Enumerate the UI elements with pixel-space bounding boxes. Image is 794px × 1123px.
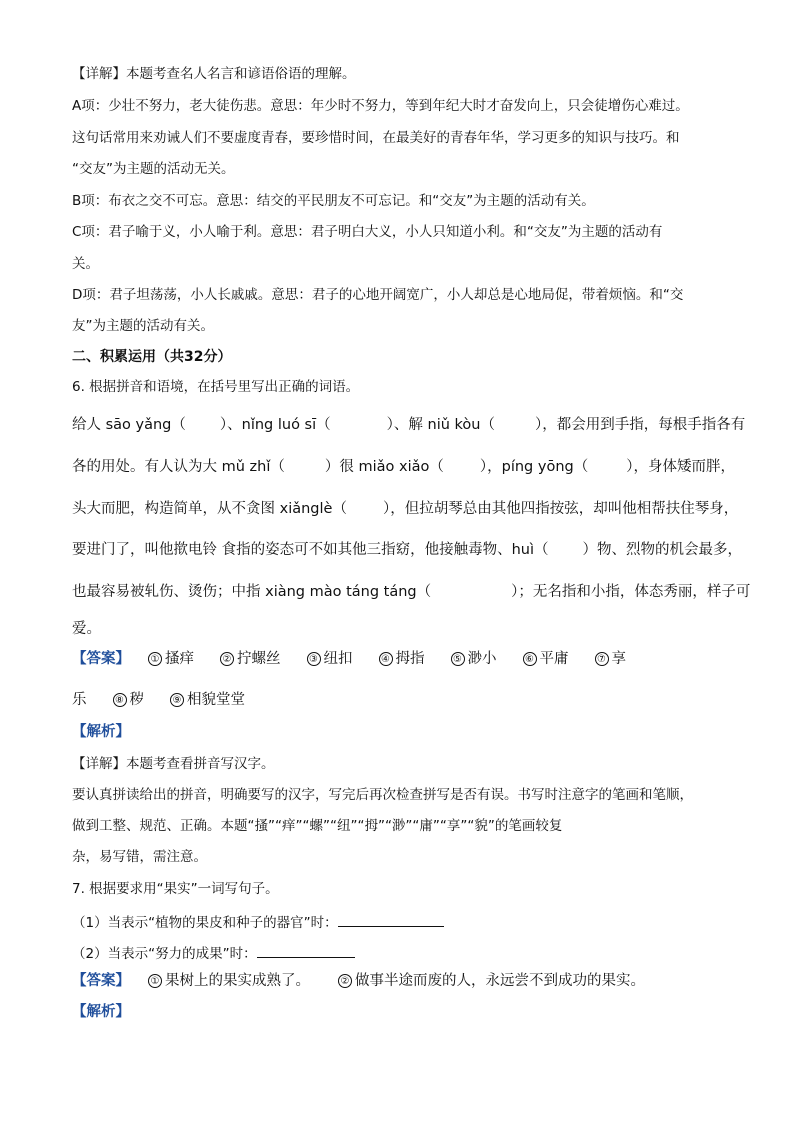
detail-text: 本题考查名人名言和谚语俗语的理解。 — [126, 66, 356, 82]
answer-number: ⑧ — [113, 693, 127, 707]
option-d-line-1: D项：君子坦荡荡，小人长戚戚。意思：君子的心地开阔宽广，小人却总是心地局促，带着烦恼。和“交 — [72, 287, 684, 303]
option-a-line-1: A项：少壮不努力，老大徒伤悲。意思：年少时不努力，等到年纪大时才奋发向上，只会徒增伤心难过。 — [72, 98, 689, 114]
q7-sub-2 — [72, 945, 355, 962]
section-title: 二、积累运用（共32分） — [72, 349, 232, 365]
answer-text: 拧螺丝 — [237, 651, 281, 667]
answer-number: ③ — [307, 652, 321, 666]
answer-text: 果树上的果实成熟了。 — [165, 973, 310, 989]
q6-para-line-1 — [72, 418, 745, 433]
q7-stem: 7. 根据要求用“果实”一词写句子。 — [72, 881, 279, 897]
answer-tag: 【答案】 — [72, 651, 130, 667]
answer-item — [170, 693, 245, 708]
q6-detail-line-3: 杂，易写错，需注意。 — [72, 849, 207, 865]
answer-text: 享 — [611, 651, 626, 667]
answer-text: 拇指 — [395, 651, 425, 667]
answer-text: 搔痒 — [165, 651, 194, 667]
answer-text: 纽扣 — [323, 651, 353, 667]
answer-item — [220, 652, 281, 667]
answer-number: ① — [148, 974, 162, 988]
q6-seg: ），身体矮而胖， — [626, 459, 735, 475]
option-d-line-2: 友”为主题的活动有关。 — [72, 318, 214, 334]
answer-item — [148, 974, 310, 989]
q6-answer-line-1 — [72, 652, 626, 667]
q6-para-line-3 — [72, 502, 738, 517]
q6-seg: 给人 sāo yǎng（ — [72, 417, 186, 433]
option-b-line-1: B项：布衣之交不可忘。意思：结交的平民朋友不可忘记。和“交友”为主题的活动有关。 — [72, 193, 595, 209]
q7-answer-line — [72, 974, 645, 989]
answer-item — [523, 652, 569, 667]
answer-text: 平庸 — [539, 651, 569, 667]
answer-item — [307, 652, 353, 667]
q7-sub-1 — [72, 914, 444, 931]
q6-para-line-4 — [72, 543, 742, 558]
q6-seg: ）物、烈物的机会最多， — [582, 542, 743, 558]
q6-seg: ）、解 niǔ kòu（ — [386, 417, 495, 433]
q6-seg: ）；无名指和小指，体态秀丽，样子可 — [511, 584, 751, 600]
answer-text: 渺小 — [467, 651, 497, 667]
option-a-line-3: “交友”为主题的活动无关。 — [72, 161, 235, 177]
detail-line-1 — [72, 68, 356, 82]
detail-tag: 【详解】 — [72, 756, 126, 772]
q6-seg: ）、nǐng luó sī（ — [219, 417, 331, 433]
q6-seg: ），píng yōng（ — [479, 459, 589, 475]
answer-item — [338, 974, 645, 989]
answer-blank — [338, 914, 444, 927]
q6-detail-line-2: 做到工整、规范、正确。本题“搔”“痒”“螺”“纽”“拇”“渺”“庸”“享”“貌”的笔画较复 — [72, 818, 563, 834]
answer-item — [148, 652, 194, 667]
answer-blank — [257, 945, 355, 958]
q6-para-line-2 — [72, 460, 735, 475]
answer-number: ⑤ — [451, 652, 465, 666]
answer-number: ⑦ — [595, 652, 609, 666]
answer-number: ① — [148, 652, 162, 666]
answer-tag: 【答案】 — [72, 973, 130, 989]
answer-text: 秽 — [129, 692, 144, 708]
answer-text: 相貌堂堂 — [187, 692, 245, 708]
option-a-line-2: 这句话常用来劝诫人们不要虚度青春，要珍惜时间，在最美好的青春年华，学习更多的知识与技巧。和 — [72, 130, 680, 146]
q6-seg: 头大而肥，构造简单，从不贪图 xiǎnglè（ — [72, 501, 347, 517]
answer-item — [113, 693, 145, 708]
q6-seg: 要进门了，叫他揿电铃 食指的姿态可不如其他三指窈，他接触毒物、huì（ — [72, 542, 549, 558]
q6-para-line-5 — [72, 585, 750, 600]
q6-seg: ）很 miǎo xiǎo（ — [324, 459, 444, 475]
q6-seg: ），但拉胡琴总由其他四指按弦，却叫他相帮扶住琴身， — [382, 501, 739, 517]
q6-detail — [72, 758, 275, 772]
q6-seg: ），都会用到手指，每根手指各有 — [534, 417, 746, 433]
q6-stem: 6. 根据拼音和语境，在括号里写出正确的词语。 — [72, 379, 360, 395]
detail-tag: 【详解】 — [72, 66, 126, 82]
answer-number: ⑥ — [523, 652, 537, 666]
answer-number: ② — [338, 974, 352, 988]
q6-analysis-tag: 【解析】 — [72, 724, 130, 740]
answer-number: ② — [220, 652, 234, 666]
answer-item — [379, 652, 425, 667]
answer-item — [595, 652, 627, 667]
q6-answer-line-2 — [72, 693, 245, 708]
q6-detail-line-1: 要认真拼读给出的拼音，明确要写的汉字，写完后再次检查拼写是否有误。书写时注意字的笔画和笔顺， — [72, 787, 693, 803]
q7-sub-text: （2）当表示“努力的成果”时： — [72, 946, 257, 962]
q6-para-line-6: 爱。 — [72, 621, 101, 637]
option-c-line-1: C项：君子喻于义，小人喻于利。意思：君子明白大义，小人只知道小利。和“交友”为主题的活动有 — [72, 224, 663, 240]
q6-seg: 各的用处。有人认为大 mǔ zhǐ（ — [72, 459, 285, 475]
option-c-line-2: 关。 — [72, 256, 99, 272]
answer-number: ④ — [379, 652, 393, 666]
q7-sub-text: （1）当表示“植物的果皮和种子的器官”时： — [72, 915, 338, 931]
answer-text: 做事半途而废的人，永远尝不到成功的果实。 — [355, 973, 645, 989]
answer-item — [451, 652, 497, 667]
answer-text: 乐 — [72, 692, 87, 708]
detail-text: 本题考查看拼音写汉字。 — [126, 756, 275, 772]
q6-seg: 也最容易被轧伤、烫伤；中指 xiàng mào táng táng（ — [72, 584, 432, 600]
q7-analysis-tag: 【解析】 — [72, 1004, 130, 1020]
answer-number: ⑨ — [170, 693, 184, 707]
